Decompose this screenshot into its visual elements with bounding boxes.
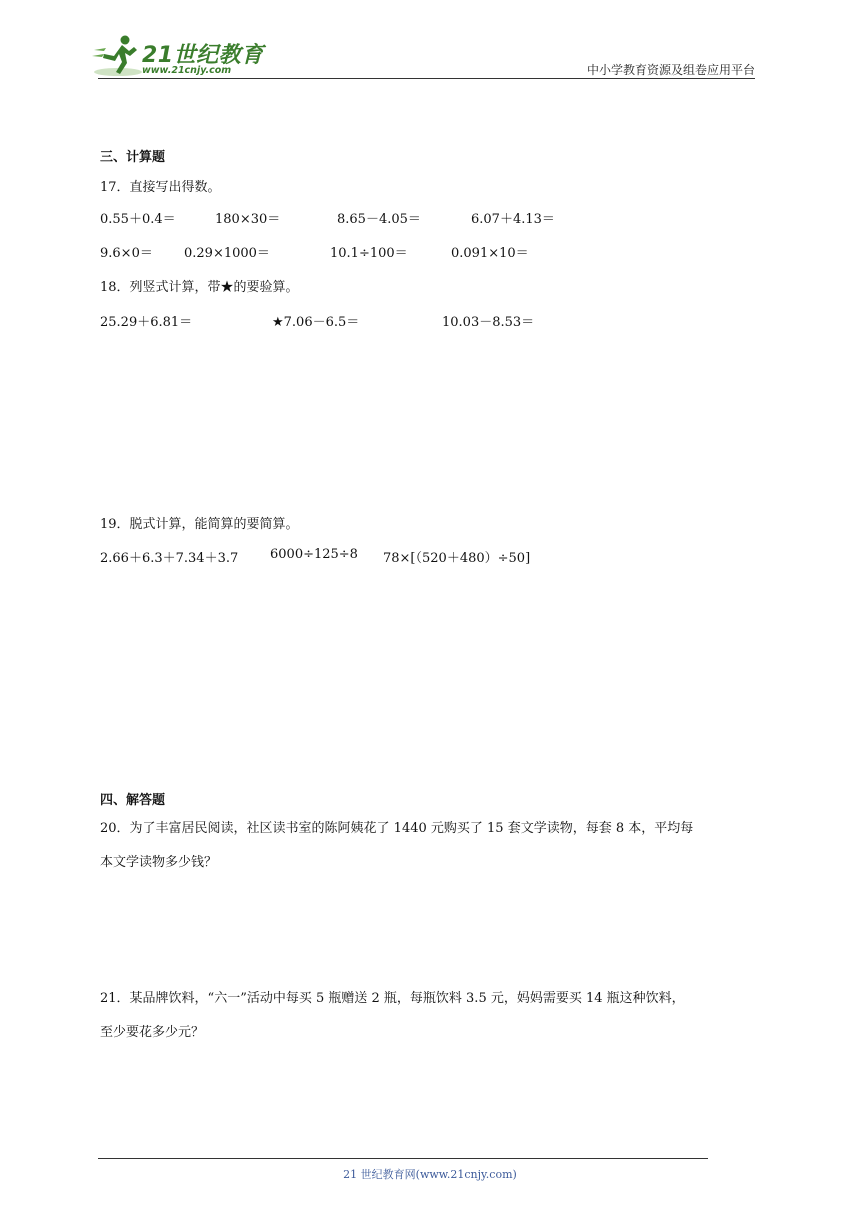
footer-divider	[98, 1158, 708, 1159]
q17-item: 10.1÷100＝	[330, 246, 408, 261]
question-17-prompt: 17．直接写出得数。	[100, 180, 221, 195]
q17-item: 9.6×0＝	[100, 246, 153, 261]
q17-item: 6.07＋4.13＝	[471, 212, 555, 227]
platform-name: 中小学教育资源及组卷应用平台	[586, 63, 755, 77]
logo-url: www.21cnjy.com	[142, 65, 232, 76]
q17-item: 0.29×1000＝	[184, 246, 270, 261]
question-20-line2: 本文学读物多少钱？	[100, 855, 218, 870]
footer-site-link[interactable]: 21 世纪教育网(www.21cnjy.com)	[343, 1168, 517, 1181]
question-19-prompt: 19．脱式计算，能简算的要简算。	[100, 517, 299, 532]
q17-item: 8.65－4.05＝	[337, 212, 421, 227]
q17-item: 180×30＝	[215, 212, 281, 227]
site-logo	[92, 32, 262, 80]
q18-item: 10.03－8.53＝	[442, 315, 535, 330]
section-title-word-problems: 四、解答题	[100, 793, 166, 808]
section-title-calculation: 三、计算题	[100, 150, 166, 165]
q18-item: 25.29＋6.81＝	[100, 315, 193, 330]
question-18-prompt: 18．列竖式计算，带★的要验算。	[100, 280, 299, 295]
q17-item: 0.091×10＝	[451, 246, 529, 261]
question-20-line1: 20．为了丰富居民阅读，社区读书室的陈阿姨花了 1440 元购买了 15 套文学读物，每套 8 本，平均每	[100, 821, 694, 836]
q18-item-with-star: ★7.06－6.5＝	[272, 315, 360, 330]
question-21-line1: 21．某品牌饮料，“六一”活动中每买 5 瓶赠送 2 瓶，每瓶饮料 3.5 元，妈妈需要买 14 瓶这种饮料，	[100, 991, 685, 1006]
logo-wordmark: 21世纪教育	[142, 43, 264, 68]
q19-item: 2.66＋6.3＋7.34＋3.7	[100, 551, 239, 566]
q17-item: 0.55＋0.4＝	[100, 212, 176, 227]
q19-item: 78×[（520＋480）÷50]	[383, 551, 531, 566]
header-divider	[98, 78, 755, 79]
q19-item: 6000÷125÷8	[270, 547, 358, 562]
runner-logo-icon	[92, 32, 144, 80]
question-21-line2: 至少要花多少元？	[100, 1025, 205, 1040]
